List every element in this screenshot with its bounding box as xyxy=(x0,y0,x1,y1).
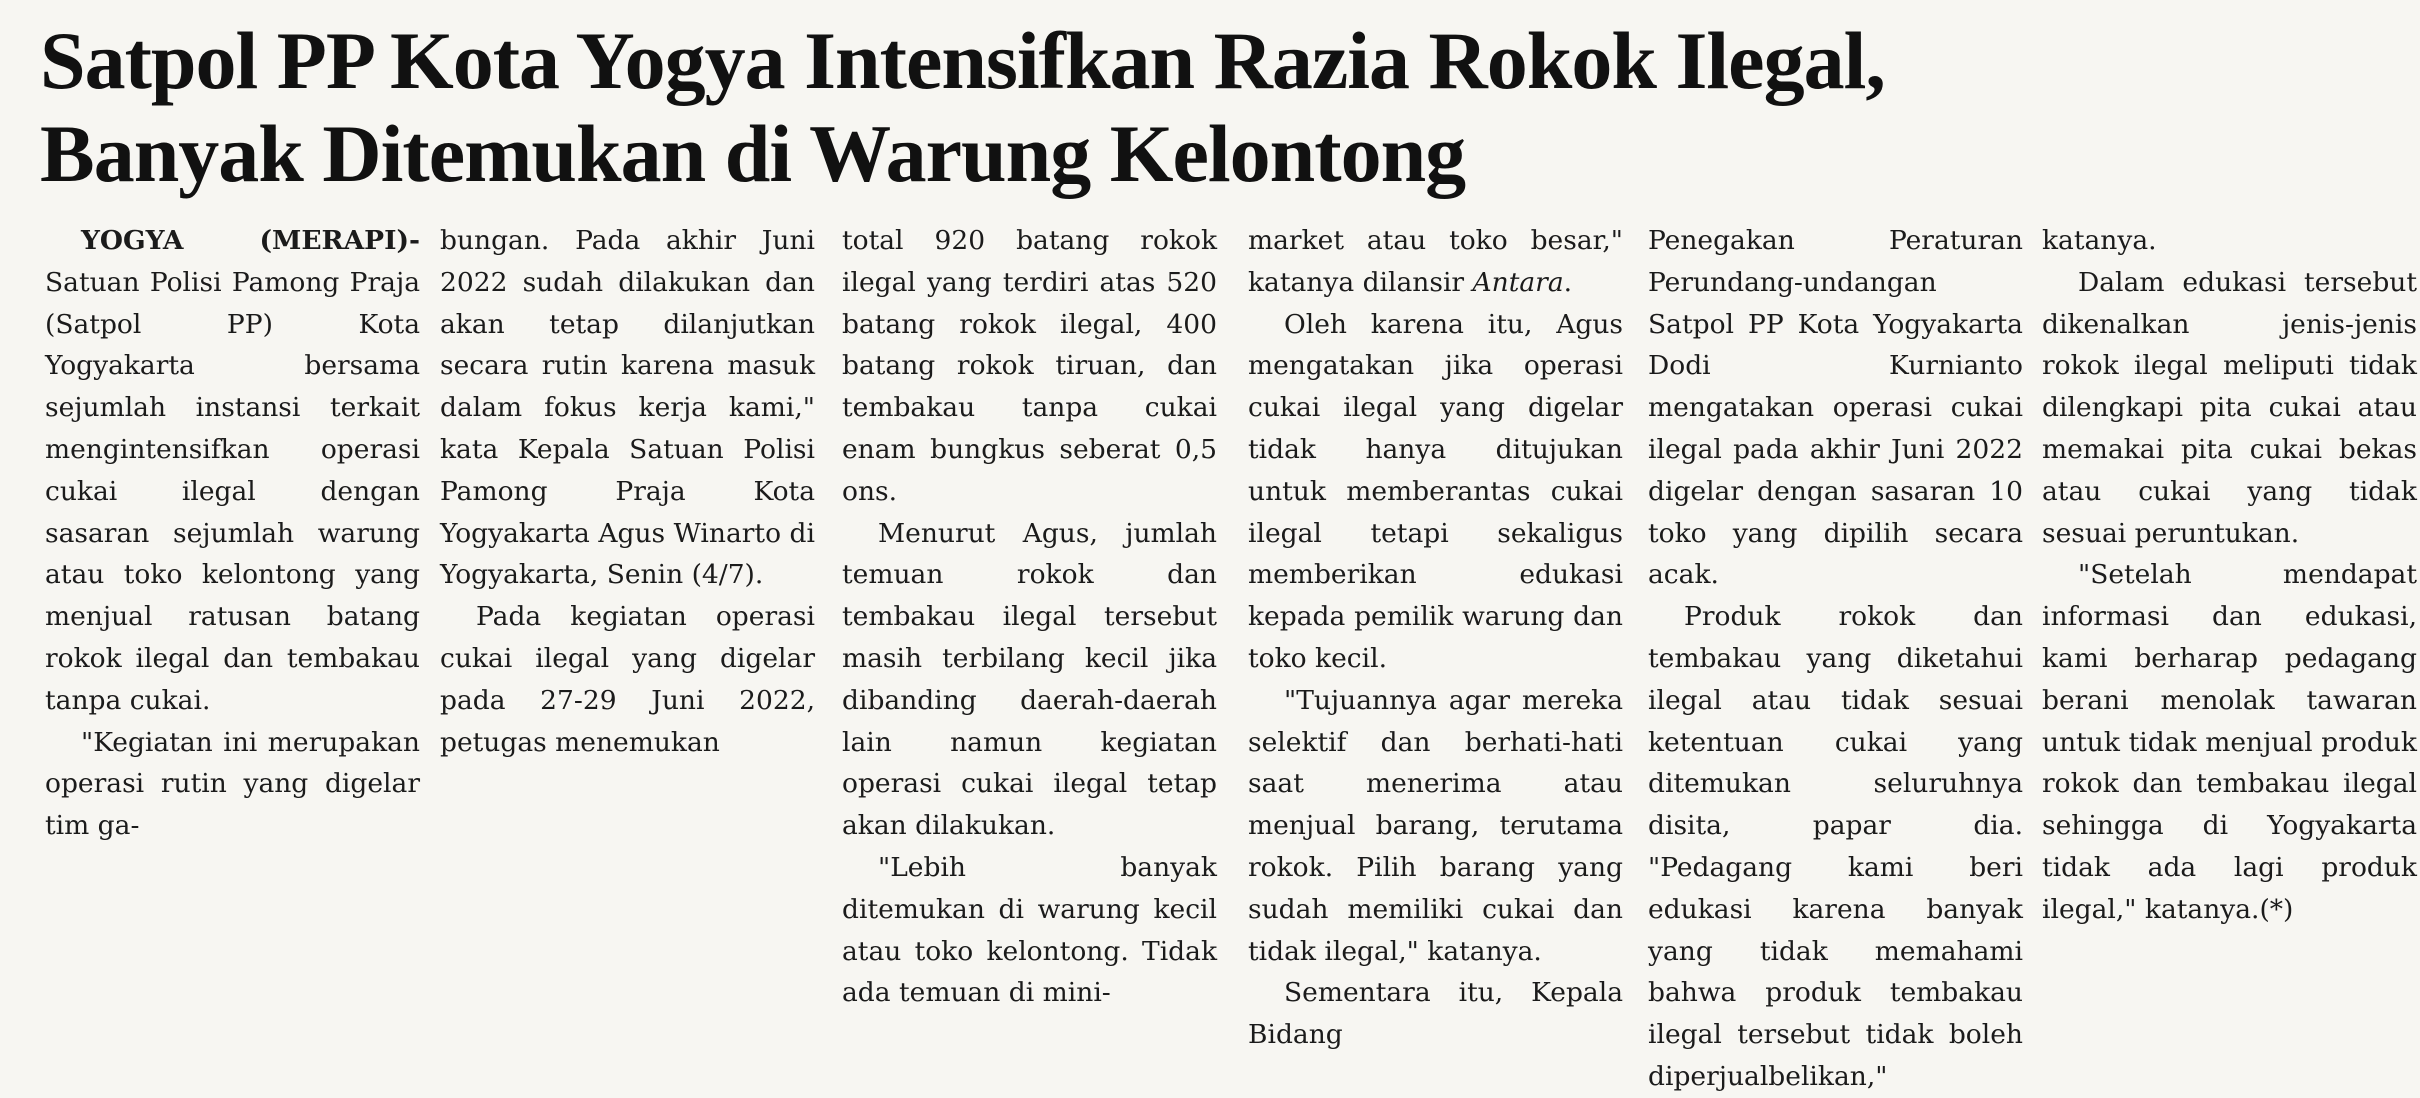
paragraph-9-part-b: katanya. xyxy=(2042,225,2157,256)
article-column-6 xyxy=(2042,220,2417,931)
dateline: YOGYA (MERAPI)- xyxy=(81,225,420,256)
paragraph-1-text: Satuan Polisi Pamong Praja (Satpol PP) Kota Yogyakarta bersama sejumlah instansi terkait mengintensifkan operasi cukai ilegal dengan sasaran sejumlah warung atau toko kelontong yang menjual ratusan batang rokok ilegal dan tembakau tanpa cukai. xyxy=(45,266,420,716)
paragraph-8-part-b: Penegakan Peraturan Perundang-undangan Satpol PP Kota Yogyakarta Dodi Kurnianto mengatakan operasi cukai ilegal pada akhir Juni 2022 digelar dengan sasaran 10 toko yang dipilih secara acak. xyxy=(1648,225,2023,591)
paragraph-3-part-b: total 920 batang rokok ilegal yang terdiri atas 520 batang rokok ilegal, 400 batang rokok tiruan, dan tembakau tanpa cukai enam bungkus seberat 0,5 ons. xyxy=(842,225,1217,507)
paragraph-11: "Setelah mendapat informasi dan edukasi, kami berharap pedagang berani menolak tawaran untuk tidak menjual produk rokok dan tembakau ilegal sehingga di Yogyakarta tidak ada lagi produk ilegal," katanya.(*) xyxy=(2042,559,2417,925)
paragraph-4: Menurut Agus, jumlah temuan rokok dan tembakau ilegal tersebut masih terbilang kecil jika dibanding daerah-daerah lain namun kegiatan operasi cukai ilegal tetap akan dilakukan. xyxy=(842,517,1217,842)
headline xyxy=(40,14,2380,200)
article-column-5 xyxy=(1648,220,2023,1098)
headline-line-1: Satpol PP Kota Yogya Intensifkan Razia Rokok Ilegal, xyxy=(40,15,1885,106)
paragraph-6: Oleh karena itu, Agus mengatakan jika operasi cukai ilegal yang digelar tidak hanya ditujukan untuk memberantas cukai ilegal tetapi sekaligus memberikan edukasi kepada pemilik warung dan toko kecil. xyxy=(1248,308,1623,674)
article-column-4 xyxy=(1248,220,1623,1056)
paragraph-9-part-a: Produk rokok dan tembakau yang diketahui ilegal atau tidak sesuai ketentuan cukai yang ditemukan seluruhnya disita, papar dia. "Pedagang kami beri edukasi karena banyak yang tidak memahami bahwa produk tembakau ilegal tersebut tidak boleh diperjualbelikan," xyxy=(1648,601,2023,1092)
headline-line-2: Banyak Ditemukan di Warung Kelontong xyxy=(40,108,1466,199)
article-column-1 xyxy=(45,220,420,847)
paragraph-7: "Tujuannya agar mereka selektif dan berhati-hati saat menerima atau menjual barang, terutama rokok. Pilih barang yang sudah memiliki cukai dan tidak ilegal," katanya. xyxy=(1248,684,1623,967)
article-column-2 xyxy=(440,220,815,763)
paragraph-8-part-a: Sementara itu, Kepala Bidang xyxy=(1248,977,1623,1051)
news-source: Antara xyxy=(1472,266,1564,298)
paragraph-5-part-a: "Lebih banyak ditemukan di warung kecil atau toko kelontong. Tidak ada temuan di mini- xyxy=(842,851,1217,1009)
paragraph-5-end: . xyxy=(1563,266,1573,298)
paragraph-3-part-a: Pada kegiatan operasi cukai ilegal yang digelar pada 27-29 Juni 2022, petugas menemukan xyxy=(440,601,815,758)
paragraph-1 xyxy=(45,220,420,722)
paragraph-2-part-b: bungan. Pada akhir Juni 2022 sudah dilakukan dan akan tetap dilanjutkan secara rutin karena masuk dalam fokus kerja kami," kata Kepala Satuan Polisi Pamong Praja Kota Yogyakarta Agus Winarto di Yogyakarta, Senin (4/7). xyxy=(440,225,815,591)
paragraph-2-part-a: "Kegiatan ini merupakan operasi rutin yang digelar tim ga- xyxy=(45,726,420,842)
article-column-3 xyxy=(842,220,1217,1014)
paragraph-5-part-b xyxy=(1248,220,1623,304)
paragraph-10: Dalam edukasi tersebut dikenalkan jenis-jenis rokok ilegal meliputi tidak dilengkapi pita cukai atau memakai pita cukai bekas atau cukai yang tidak sesuai peruntukan. xyxy=(2042,266,2417,549)
paragraph-5-text: market atau toko besar," katanya dilansir xyxy=(1248,225,1623,298)
